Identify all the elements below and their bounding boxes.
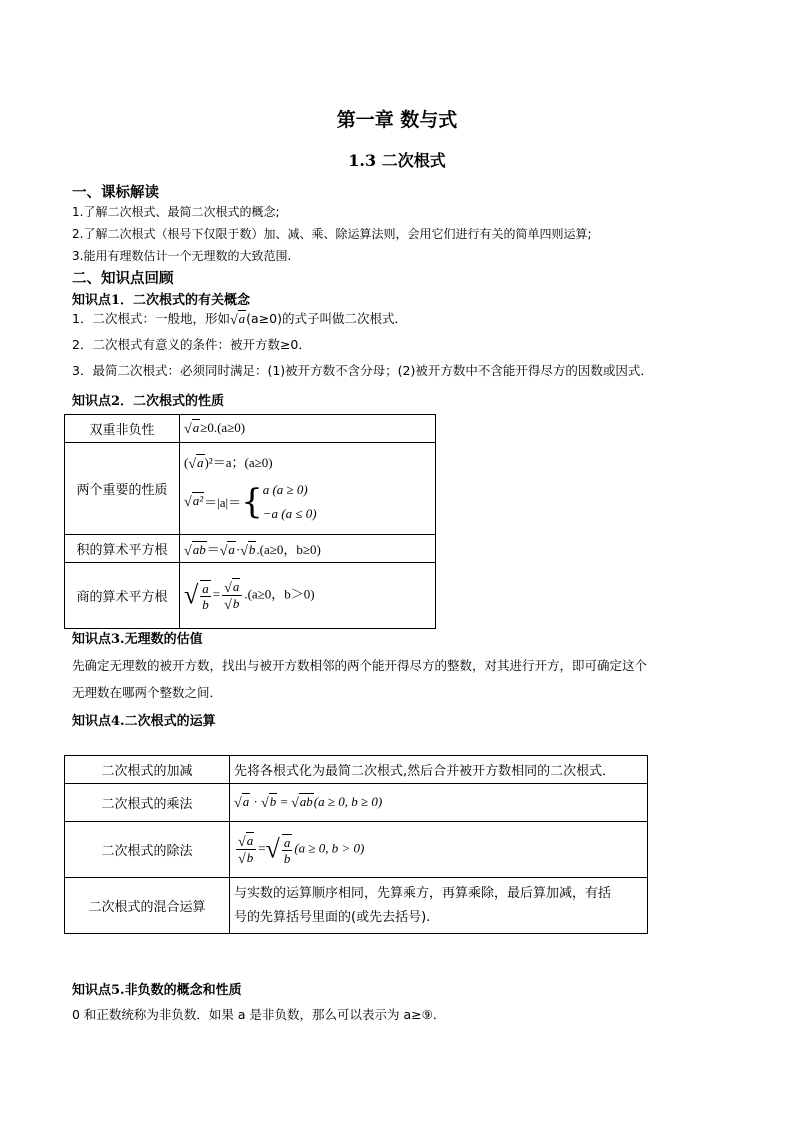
kp1-line1-suffix: (a≥0)的式子叫做二次根式． [246, 311, 407, 326]
kp1-line1 [72, 309, 407, 328]
kp3-text-2: 无理数在哪两个整数之间． [72, 685, 223, 700]
chapter-title: 第一章 数与式 [336, 109, 458, 131]
kp2-title: 知识点2．二次根式的性质 [72, 394, 225, 409]
section-title: 1.3 二次根式 [348, 151, 446, 170]
kp5-text: 0 和正数统称为非负数．如果 a 是非负数，那么可以表示为 a≥⑨． [72, 1007, 446, 1022]
part1-item-3: 3.能用有理数估计一个无理数的大致范围. [72, 249, 292, 263]
row-formula: √ab＝√a·√b.(a≥0，b≥0) [180, 535, 436, 563]
table-row [65, 822, 648, 878]
left-brace: { [241, 481, 263, 522]
kp1-line3: 3．最简二次根式：必须同时满足：(1)被开方数不含分母；(2)被开方数中不含能开得尽方的因数或因式． [72, 363, 653, 378]
row-content: 先将各根式化为最简二次根式,然后合并被开方数相同的二次根式． [230, 756, 648, 784]
kp5-title: 知识点5.非负数的概念和性质 [72, 983, 242, 998]
row-label: 二次根式的加减 [65, 756, 230, 784]
kp3-text-1: 先确定无理数的被开方数，找出与被开方数相邻的两个能开得尽方的整数，对其进行开方，即可确定这个 [72, 658, 648, 673]
row-formula: $\frac{√a}{√b}$ =√ $\frac{a}{b}$ (a ≥ 0, b > 0) [230, 822, 648, 878]
row-label: 二次根式的混合运算 [65, 878, 230, 934]
formula-square-of-root: (√a)²＝a；(a≥0) [184, 454, 273, 472]
row-formula: √ $\frac{a}{b}$ = $\frac{√a}{√b}$ .(a≥0，b＞0) [180, 563, 436, 629]
row-label: 二次根式的除法 [65, 822, 230, 878]
row-formula: √a≥0.(a≥0) [180, 415, 436, 443]
row-formula [180, 443, 436, 535]
row-label: 两个重要的性质 [65, 443, 180, 535]
table-row [65, 443, 436, 535]
kp1-title: 知识点1．二次根式的有关概念 [72, 293, 251, 308]
table-row [65, 535, 436, 563]
table-row [65, 415, 436, 443]
operations-table [64, 755, 648, 934]
row-label: 二次根式的乘法 [65, 784, 230, 822]
row-label: 商的算术平方根 [65, 563, 180, 629]
part1-heading: 一、课标解读 [72, 184, 159, 201]
kp4-title: 知识点4.二次根式的运算 [72, 714, 216, 729]
table-row [65, 756, 648, 784]
part1-item-1: 1.了解二次根式、最简二次根式的概念; [72, 205, 280, 219]
table-row [65, 784, 648, 822]
kp1-line1-prefix: 1．二次根式：一般地，形如 [72, 311, 230, 326]
row-content: 与实数的运算顺序相同，先算乘方，再算乘除，最后算加减，有括 号的先算括号里面的(或先去括号). [230, 878, 648, 934]
table-row [65, 878, 648, 934]
sqrt-expression: √a [229, 311, 246, 328]
part2-heading: 二、知识点回顾 [72, 270, 174, 287]
part1-item-2: 2.了解二次根式（根号下仅限于数）加、减、乘、除运算法则，会用它们进行有关的简单四则运算; [72, 227, 592, 241]
table-row [65, 563, 436, 629]
kp1-line2: 2．二次根式有意义的条件：被开方数≥0． [72, 337, 311, 352]
kp3-title: 知识点3.无理数的估值 [72, 632, 203, 647]
formula-root-of-square: √a² ＝|a|＝ { a (a ≥ 0) −a (a ≤ 0) [184, 481, 317, 522]
row-label: 积的算术平方根 [65, 535, 180, 563]
row-formula: √a · √b = √ab(a ≥ 0, b ≥ 0) [230, 784, 648, 822]
properties-table [64, 414, 436, 629]
row-label: 双重非负性 [65, 415, 180, 443]
